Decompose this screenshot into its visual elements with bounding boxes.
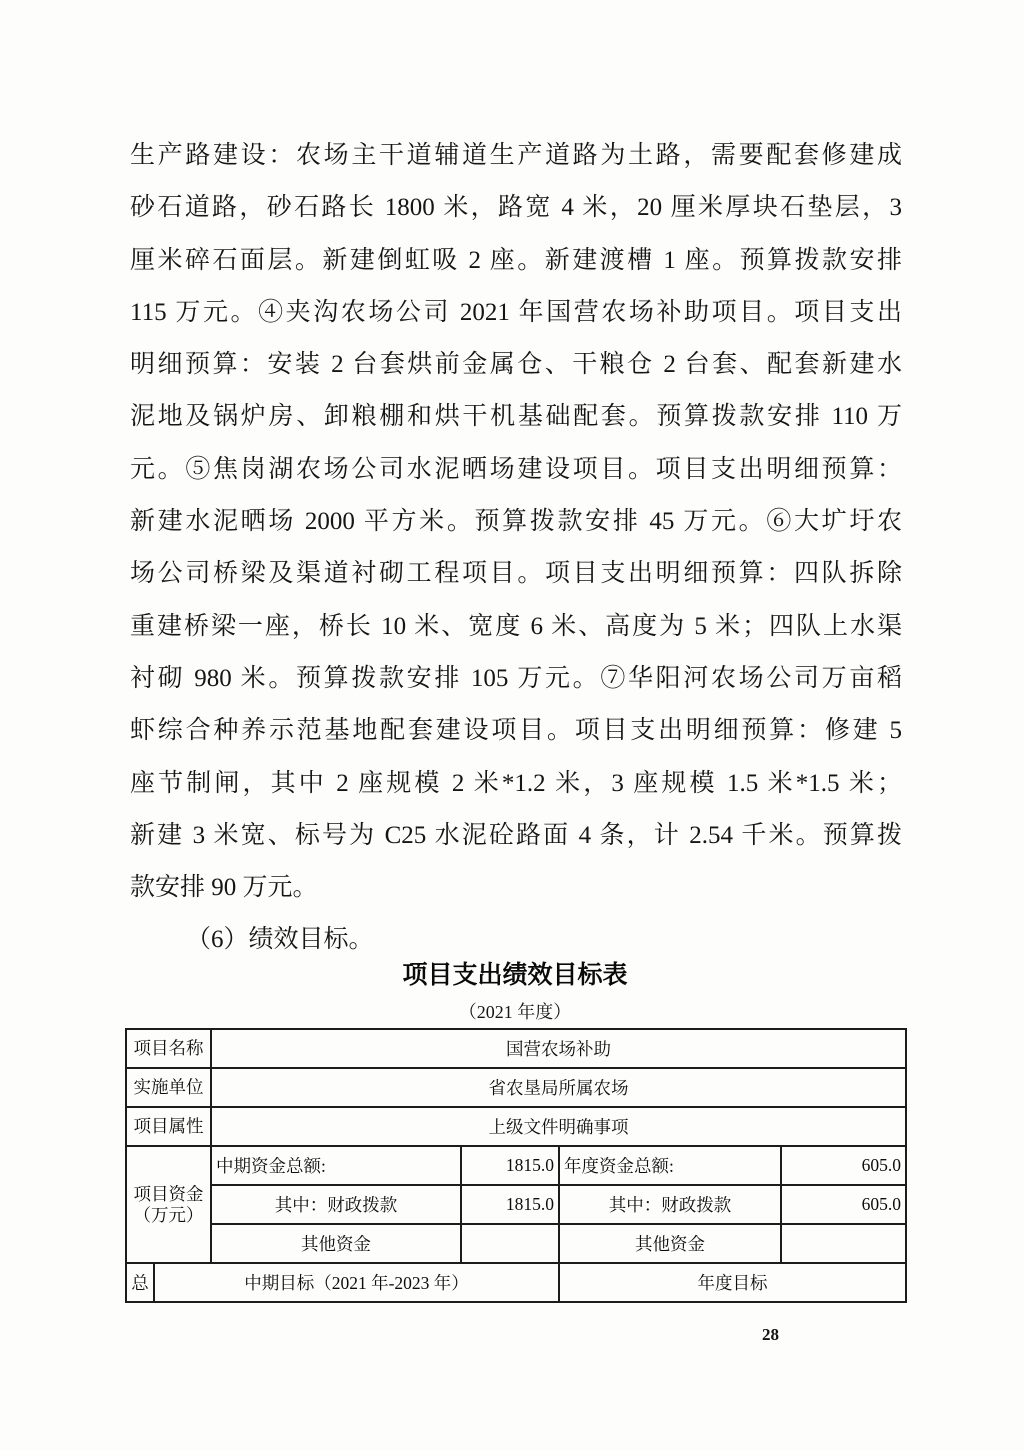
body-line: 新建水泥晒场 2000 平方米。预算拨款安排 45 万元。⑥大圹圩农: [130, 508, 902, 536]
body-line: 生产路建设：农场主干道辅道生产道路为土路，需要配套修建成: [130, 142, 902, 169]
body-line: 虾综合种养示范基地配套建设项目。项目支出明细预算：修建 5: [130, 717, 902, 745]
overall-goal-label: 总: [126, 1263, 154, 1302]
midterm-fiscal-label: 其中：财政拨款: [211, 1185, 461, 1224]
table-row-goals-header: [126, 1263, 906, 1302]
table-row-funds-fiscal: [126, 1185, 906, 1224]
annual-total-value: 605.0: [781, 1146, 906, 1185]
annual-fiscal-label: 其中：财政拨款: [559, 1185, 781, 1224]
body-line-performance-goal-heading: （6）绩效目标。: [186, 926, 374, 954]
page-number: 28: [762, 1325, 779, 1344]
midterm-other-label: 其他资金: [211, 1224, 461, 1263]
annual-other-label: 其他资金: [559, 1224, 781, 1263]
body-line: 115 万元。④夹沟农场公司 2021 年国营农场补助项目。项目支出: [130, 298, 902, 326]
table-row-implementing-unit: [126, 1068, 906, 1107]
body-line: 衬砌 980 米。预算拨款安排 105 万元。⑦华阳河农场公司万亩稻: [130, 664, 902, 692]
performance-goal-table: [125, 1028, 907, 1303]
project-attribute-label: 项目属性: [126, 1107, 211, 1146]
table-subtitle: （2021 年度）: [458, 1002, 572, 1022]
midterm-fiscal-value: 1815.0: [461, 1185, 559, 1224]
project-funds-label: 项目资金（万元）: [126, 1146, 211, 1263]
body-line: 砂石道路，砂石路长 1800 米，路宽 4 米，20 厘米厚块石垫层，3: [130, 194, 902, 222]
body-line: 厘米碎石面层。新建倒虹吸 2 座。新建渡槽 1 座。预算拨款安排: [130, 246, 902, 274]
body-line: 款安排 90 万元。: [130, 874, 318, 902]
body-line: 明细预算：安装 2 台套烘前金属仓、干粮仓 2 台套、配套新建水: [130, 351, 902, 379]
table-row-project-name: [126, 1029, 906, 1068]
table-title: 项目支出绩效目标表: [402, 961, 628, 989]
body-line: 新建 3 米宽、标号为 C25 水泥砼路面 4 条，计 2.54 千米。预算拨: [130, 821, 902, 849]
table-row-funds-total: [126, 1146, 906, 1185]
body-line: 重建桥梁一座，桥长 10 米、宽度 6 米、高度为 5 米；四队上水渠: [130, 612, 902, 640]
body-line: 场公司桥梁及渠道衬砌工程项目。项目支出明细预算：四队拆除: [130, 560, 902, 588]
annual-other-value: [781, 1224, 906, 1263]
midterm-total-label: 中期资金总额:: [211, 1146, 461, 1185]
implementing-unit-label: 实施单位: [126, 1068, 211, 1107]
midterm-total-value: 1815.0: [461, 1146, 559, 1185]
body-line: 元。⑤焦岗湖农场公司水泥晒场建设项目。项目支出明细预算：: [130, 455, 902, 483]
project-attribute-value: 上级文件明确事项: [211, 1107, 906, 1146]
midterm-goal-header: 中期目标（2021 年-2023 年）: [154, 1263, 559, 1302]
body-paragraphs: [130, 130, 902, 967]
project-name-value: 国营农场补助: [211, 1029, 906, 1068]
implementing-unit-value: 省农垦局所属农场: [211, 1068, 906, 1107]
annual-goal-header: 年度目标: [559, 1263, 906, 1302]
annual-total-label: 年度资金总额:: [559, 1146, 781, 1185]
annual-fiscal-value: 605.0: [781, 1185, 906, 1224]
body-line: 泥地及锅炉房、卸粮棚和烘干机基础配套。预算拨款安排 110 万: [130, 403, 902, 431]
body-line: 座节制闸，其中 2 座规模 2 米*1.2 米，3 座规模 1.5 米*1.5 米；: [130, 769, 902, 797]
project-name-label: 项目名称: [126, 1029, 211, 1068]
table-row-project-attribute: [126, 1107, 906, 1146]
midterm-other-value: [461, 1224, 559, 1263]
table-row-funds-other: [126, 1224, 906, 1263]
